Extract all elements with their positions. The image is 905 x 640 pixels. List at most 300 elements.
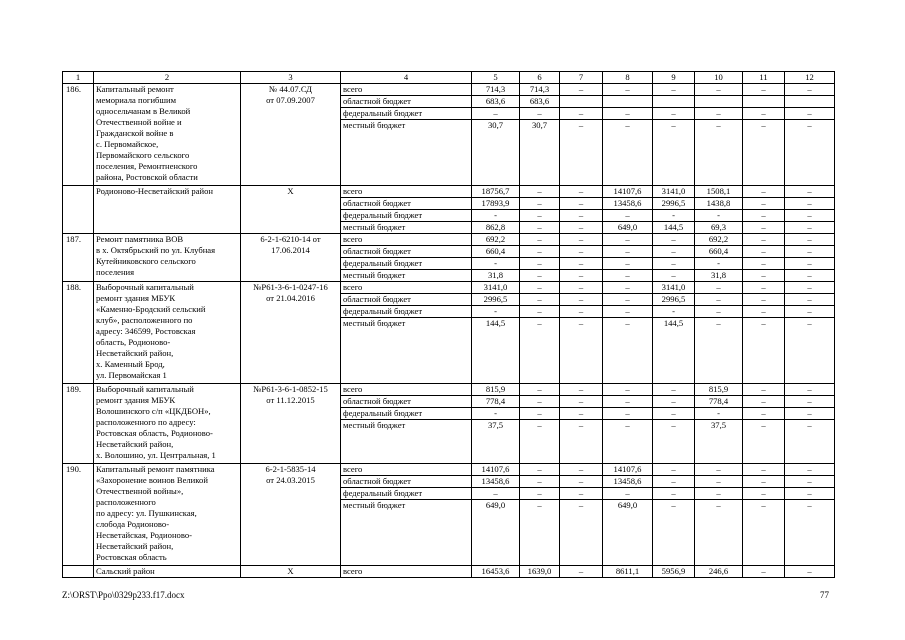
object-name xyxy=(94,282,241,384)
value-cell: – xyxy=(653,108,695,120)
value-cell: – xyxy=(520,306,560,318)
document-reference xyxy=(241,234,341,282)
value-cell: 31,8 xyxy=(695,270,743,282)
value-cell: – xyxy=(785,294,835,306)
object-name-line: Несветайский район, xyxy=(96,541,174,551)
value-cell: – xyxy=(603,270,653,282)
value-cell: 683,6 xyxy=(472,96,520,108)
value-cell: 3141,0 xyxy=(653,186,695,198)
value-cell: – xyxy=(653,120,695,186)
value-cell: - xyxy=(695,258,743,270)
value-cell: - xyxy=(472,306,520,318)
document-reference-line: Х xyxy=(287,186,294,196)
value-cell: – xyxy=(560,384,603,396)
value-cell: – xyxy=(785,270,835,282)
value-cell: – xyxy=(603,234,653,246)
value-cell: 5956,9 xyxy=(653,566,695,578)
document-reference-line: 17.06.2014 xyxy=(271,245,310,255)
value-cell: – xyxy=(560,306,603,318)
value-cell: 144,5 xyxy=(472,318,520,384)
value-cell: – xyxy=(785,234,835,246)
value-cell: 144,5 xyxy=(653,222,695,234)
column-number-header: 11 xyxy=(743,72,785,84)
value-cell: – xyxy=(743,464,785,476)
row-number: 188. xyxy=(63,282,94,384)
funding-source: областной бюджет xyxy=(341,476,472,488)
object-name-line: ул. Первомайская 1 xyxy=(96,370,167,380)
value-cell: – xyxy=(520,420,560,464)
object-name-line: Капитальный ремонт памятника xyxy=(96,464,215,474)
value-cell: – xyxy=(560,108,603,120)
object-name-line: Сальский район xyxy=(96,566,155,576)
value-cell: – xyxy=(603,84,653,96)
value-cell: – xyxy=(695,476,743,488)
column-number-header: 8 xyxy=(603,72,653,84)
value-cell: 2996,5 xyxy=(472,294,520,306)
value-cell: – xyxy=(653,234,695,246)
value-cell: – xyxy=(653,408,695,420)
value-cell: - xyxy=(653,210,695,222)
value-cell: – xyxy=(743,210,785,222)
funding-source: всего xyxy=(341,282,472,294)
value-cell: – xyxy=(785,258,835,270)
footer-file-path: Z:\ORST\Ppo\0329p233.f17.docx xyxy=(62,590,185,600)
value-cell: 692,2 xyxy=(472,234,520,246)
table-row xyxy=(63,566,835,578)
table-row xyxy=(63,234,835,246)
value-cell: 862,8 xyxy=(472,222,520,234)
value-cell: – xyxy=(743,84,785,96)
value-cell: – xyxy=(520,258,560,270)
object-name-line: расположенного по адресу: xyxy=(96,417,196,427)
value-cell xyxy=(603,96,653,108)
funding-source: всего xyxy=(341,186,472,198)
table-row xyxy=(63,282,835,294)
value-cell: 649,0 xyxy=(603,222,653,234)
value-cell: – xyxy=(603,294,653,306)
value-cell: – xyxy=(743,108,785,120)
document-table xyxy=(62,71,835,578)
value-cell: 1438,8 xyxy=(695,198,743,210)
value-cell: 3141,0 xyxy=(653,282,695,294)
value-cell: – xyxy=(560,84,603,96)
value-cell: 14107,6 xyxy=(603,186,653,198)
document-reference-line: Х xyxy=(287,566,294,576)
value-cell: – xyxy=(520,500,560,566)
value-cell: 17893,9 xyxy=(472,198,520,210)
object-name-line: Волошинского с/п «ЦКДБОН», xyxy=(96,406,211,416)
value-cell: – xyxy=(743,318,785,384)
value-cell: – xyxy=(743,476,785,488)
value-cell: – xyxy=(603,282,653,294)
funding-source: федеральный бюджет xyxy=(341,108,472,120)
value-cell xyxy=(743,96,785,108)
value-cell: – xyxy=(653,488,695,500)
funding-source: всего xyxy=(341,464,472,476)
value-cell: – xyxy=(520,282,560,294)
value-cell: – xyxy=(785,408,835,420)
value-cell: – xyxy=(653,464,695,476)
object-name-line: мемориала погибшим xyxy=(96,95,177,105)
column-number-header: 6 xyxy=(520,72,560,84)
value-cell: 2996,5 xyxy=(653,294,695,306)
value-cell: – xyxy=(603,384,653,396)
funding-source: федеральный бюджет xyxy=(341,488,472,500)
value-cell: 144,5 xyxy=(653,318,695,384)
value-cell: 8611,1 xyxy=(603,566,653,578)
funding-source: федеральный бюджет xyxy=(341,408,472,420)
value-cell: – xyxy=(560,488,603,500)
value-cell: – xyxy=(520,384,560,396)
value-cell: – xyxy=(520,408,560,420)
funding-source: местный бюджет xyxy=(341,270,472,282)
value-cell: - xyxy=(472,210,520,222)
value-cell: – xyxy=(785,396,835,408)
value-cell: – xyxy=(520,222,560,234)
value-cell: – xyxy=(743,488,785,500)
value-cell: – xyxy=(560,270,603,282)
value-cell: 815,9 xyxy=(472,384,520,396)
value-cell: – xyxy=(785,222,835,234)
object-name-line: Ремонт памятника ВОВ xyxy=(96,234,184,244)
value-cell: – xyxy=(520,396,560,408)
object-name-line: ремонт здания МБУК xyxy=(96,395,176,405)
funding-source: местный бюджет xyxy=(341,120,472,186)
object-name-line: Отечественной войны», xyxy=(96,486,184,496)
value-cell: – xyxy=(603,420,653,464)
object-name xyxy=(94,186,241,234)
object-name-line: Несветайский район, xyxy=(96,439,174,449)
value-cell xyxy=(695,96,743,108)
document-reference-line: от 11.12.2015 xyxy=(266,395,315,405)
value-cell: 30,7 xyxy=(520,120,560,186)
object-name-line: Ростовская область xyxy=(96,552,167,562)
document-reference-line: №Р61-3-6-1-0247-16 xyxy=(253,282,328,292)
value-cell: – xyxy=(785,476,835,488)
funding-source: местный бюджет xyxy=(341,318,472,384)
object-name-line: Отечественной войне и xyxy=(96,117,182,127)
value-cell: – xyxy=(695,500,743,566)
funding-source: всего xyxy=(341,84,472,96)
value-cell: – xyxy=(520,488,560,500)
value-cell: – xyxy=(743,396,785,408)
value-cell: – xyxy=(785,84,835,96)
value-cell: – xyxy=(520,108,560,120)
value-cell: - xyxy=(472,258,520,270)
object-name-line: х. Каменный Брод, xyxy=(96,359,165,369)
object-name xyxy=(94,384,241,464)
value-cell: – xyxy=(560,246,603,258)
value-cell: – xyxy=(560,318,603,384)
value-cell: – xyxy=(603,488,653,500)
funding-source: областной бюджет xyxy=(341,246,472,258)
value-cell: – xyxy=(603,210,653,222)
value-cell: – xyxy=(560,294,603,306)
value-cell: – xyxy=(743,566,785,578)
value-cell: – xyxy=(743,500,785,566)
table-row xyxy=(63,84,835,96)
object-name-line: поселения, Ремонтненского xyxy=(96,161,198,171)
value-cell: – xyxy=(785,500,835,566)
page-number: 77 xyxy=(820,590,829,600)
column-number-header: 2 xyxy=(94,72,241,84)
value-cell: – xyxy=(653,500,695,566)
value-cell: – xyxy=(653,476,695,488)
value-cell: – xyxy=(785,420,835,464)
funding-source: областной бюджет xyxy=(341,396,472,408)
column-number-header: 12 xyxy=(785,72,835,84)
value-cell: – xyxy=(695,294,743,306)
value-cell: 2996,5 xyxy=(653,198,695,210)
object-name-line: Выборочный капитальный xyxy=(96,282,194,292)
value-cell: - xyxy=(695,408,743,420)
document-reference xyxy=(241,464,341,566)
value-cell: 3141,0 xyxy=(472,282,520,294)
object-name-line: Первомайского сельского xyxy=(96,150,190,160)
funding-source: федеральный бюджет xyxy=(341,210,472,222)
value-cell: – xyxy=(695,488,743,500)
object-name xyxy=(94,566,241,578)
value-cell: 683,6 xyxy=(520,96,560,108)
value-cell: – xyxy=(560,396,603,408)
value-cell: – xyxy=(653,270,695,282)
value-cell: 246,6 xyxy=(695,566,743,578)
funding-source: местный бюджет xyxy=(341,222,472,234)
value-cell: – xyxy=(560,120,603,186)
object-name-line: Несветайская, Родионово- xyxy=(96,530,193,540)
value-cell: 778,4 xyxy=(472,396,520,408)
value-cell: 660,4 xyxy=(472,246,520,258)
value-cell: – xyxy=(743,294,785,306)
row-number xyxy=(63,186,94,234)
value-cell: 37,5 xyxy=(695,420,743,464)
object-name-line: односельчанам в Великой xyxy=(96,106,191,116)
value-cell: – xyxy=(785,318,835,384)
value-cell: – xyxy=(560,464,603,476)
value-cell: – xyxy=(520,476,560,488)
row-number: 189. xyxy=(63,384,94,464)
value-cell: – xyxy=(560,500,603,566)
object-name-line: область, Родионово- xyxy=(96,337,171,347)
value-cell xyxy=(560,96,603,108)
value-cell: 778,4 xyxy=(695,396,743,408)
column-number-header: 4 xyxy=(341,72,472,84)
object-name-line: адресу: 346599, Ростовская xyxy=(96,326,196,336)
value-cell: – xyxy=(603,108,653,120)
table-row xyxy=(63,464,835,476)
value-cell: – xyxy=(743,420,785,464)
value-cell: – xyxy=(653,420,695,464)
value-cell: – xyxy=(560,282,603,294)
value-cell: – xyxy=(695,318,743,384)
object-name-line: Кутейниковского сельского xyxy=(96,256,196,266)
value-cell: – xyxy=(785,210,835,222)
value-cell: – xyxy=(785,464,835,476)
value-cell: – xyxy=(785,306,835,318)
object-name-line: слобода Родионово- xyxy=(96,519,170,529)
value-cell: – xyxy=(785,120,835,186)
value-cell: 16453,6 xyxy=(472,566,520,578)
value-cell: – xyxy=(785,384,835,396)
value-cell: – xyxy=(560,258,603,270)
value-cell: 714,3 xyxy=(472,84,520,96)
value-cell: – xyxy=(603,408,653,420)
value-cell: – xyxy=(520,198,560,210)
document-reference xyxy=(241,84,341,186)
value-cell: – xyxy=(603,396,653,408)
value-cell: – xyxy=(695,108,743,120)
document-reference xyxy=(241,282,341,384)
column-number-header: 3 xyxy=(241,72,341,84)
table-header-row xyxy=(63,72,835,84)
value-cell xyxy=(653,96,695,108)
object-name xyxy=(94,234,241,282)
value-cell: 13458,6 xyxy=(603,476,653,488)
value-cell: – xyxy=(785,488,835,500)
value-cell: 13458,6 xyxy=(603,198,653,210)
value-cell: – xyxy=(695,282,743,294)
column-number-header: 1 xyxy=(63,72,94,84)
value-cell: – xyxy=(743,198,785,210)
value-cell: – xyxy=(785,186,835,198)
column-number-header: 5 xyxy=(472,72,520,84)
funding-source: местный бюджет xyxy=(341,500,472,566)
table-row xyxy=(63,186,835,198)
value-cell: – xyxy=(695,306,743,318)
value-cell: – xyxy=(653,396,695,408)
value-cell: – xyxy=(603,246,653,258)
funding-source: всего xyxy=(341,234,472,246)
value-cell: – xyxy=(743,258,785,270)
object-name-line: Несветайский район, xyxy=(96,348,174,358)
document-reference xyxy=(241,566,341,578)
value-cell: – xyxy=(560,198,603,210)
value-cell: – xyxy=(560,476,603,488)
value-cell: – xyxy=(743,234,785,246)
funding-source: областной бюджет xyxy=(341,96,472,108)
object-name-line: «Захоронение воинов Великой xyxy=(96,475,208,485)
row-number: 186. xyxy=(63,84,94,186)
document-reference-line: 6-2-1-5835-14 xyxy=(265,464,316,474)
value-cell: – xyxy=(560,566,603,578)
object-name-line: Ростовская область, Родионово- xyxy=(96,428,213,438)
object-name-line: расположенного xyxy=(96,497,156,507)
value-cell: 18756,7 xyxy=(472,186,520,198)
value-cell: – xyxy=(560,210,603,222)
value-cell: 714,3 xyxy=(520,84,560,96)
value-cell: – xyxy=(743,246,785,258)
object-name xyxy=(94,84,241,186)
value-cell: – xyxy=(560,408,603,420)
value-cell: – xyxy=(472,488,520,500)
object-name-line: клуб», расположенного по xyxy=(96,315,193,325)
value-cell: 37,5 xyxy=(472,420,520,464)
value-cell: – xyxy=(603,318,653,384)
column-number-header: 10 xyxy=(695,72,743,84)
value-cell: – xyxy=(743,282,785,294)
object-name-line: Родионово-Несветайский район xyxy=(96,186,214,196)
value-cell: – xyxy=(520,246,560,258)
value-cell: 31,8 xyxy=(472,270,520,282)
object-name-line: Гражданской войне в xyxy=(96,128,174,138)
value-cell: – xyxy=(520,234,560,246)
value-cell: – xyxy=(603,120,653,186)
value-cell: – xyxy=(653,84,695,96)
value-cell: – xyxy=(743,222,785,234)
document-reference-line: 6-2-1-6210-14 от xyxy=(260,234,321,244)
value-cell: – xyxy=(695,120,743,186)
value-cell: – xyxy=(695,84,743,96)
value-cell: – xyxy=(653,258,695,270)
value-cell: – xyxy=(520,464,560,476)
value-cell: 14107,6 xyxy=(472,464,520,476)
funding-source: местный бюджет xyxy=(341,420,472,464)
funding-source: федеральный бюджет xyxy=(341,306,472,318)
value-cell: – xyxy=(743,120,785,186)
funding-source: федеральный бюджет xyxy=(341,258,472,270)
value-cell: 692,2 xyxy=(695,234,743,246)
object-name-line: ремонт здания МБУК xyxy=(96,293,176,303)
value-cell: 1639,0 xyxy=(520,566,560,578)
value-cell: - xyxy=(695,210,743,222)
value-cell: 660,4 xyxy=(695,246,743,258)
value-cell: – xyxy=(520,270,560,282)
value-cell: – xyxy=(785,108,835,120)
funding-source: всего xyxy=(341,384,472,396)
value-cell: – xyxy=(743,186,785,198)
value-cell: – xyxy=(560,420,603,464)
document-reference-line: от 21.04.2016 xyxy=(266,293,315,303)
column-number-header: 9 xyxy=(653,72,695,84)
value-cell: – xyxy=(743,270,785,282)
value-cell: – xyxy=(520,210,560,222)
object-name-line: Выборочный капитальный xyxy=(96,384,194,394)
document-reference xyxy=(241,384,341,464)
object-name-line: Капитальный ремонт xyxy=(96,84,174,94)
value-cell: 13458,6 xyxy=(472,476,520,488)
object-name xyxy=(94,464,241,566)
value-cell: 1508,1 xyxy=(695,186,743,198)
value-cell: – xyxy=(743,306,785,318)
object-name-line: с. Первомайское, xyxy=(96,139,159,149)
value-cell: – xyxy=(520,294,560,306)
row-number xyxy=(63,566,94,578)
document-reference-line: № 44.07.СД xyxy=(269,84,312,94)
object-name-line: поселения xyxy=(96,267,135,277)
value-cell: – xyxy=(603,258,653,270)
value-cell: – xyxy=(472,108,520,120)
value-cell: – xyxy=(653,384,695,396)
funding-source: всего xyxy=(341,566,472,578)
value-cell: – xyxy=(785,282,835,294)
value-cell: – xyxy=(785,198,835,210)
value-cell: - xyxy=(653,306,695,318)
value-cell: – xyxy=(785,246,835,258)
value-cell: – xyxy=(560,222,603,234)
object-name-line: в х. Октябрьский по ул. Клубная xyxy=(96,245,216,255)
object-name-line: х. Волошино, ул. Центральная, 1 xyxy=(96,450,216,460)
value-cell: – xyxy=(743,408,785,420)
row-number: 187. xyxy=(63,234,94,282)
value-cell: 69,3 xyxy=(695,222,743,234)
value-cell: – xyxy=(785,566,835,578)
document-reference-line: от 07.09.2007 xyxy=(266,95,315,105)
object-name-line: по адресу: ул. Пушкинская, xyxy=(96,508,197,518)
document-reference-line: №Р61-3-6-1-0852-15 xyxy=(253,384,328,394)
value-cell: – xyxy=(603,306,653,318)
row-number: 190. xyxy=(63,464,94,566)
value-cell xyxy=(785,96,835,108)
